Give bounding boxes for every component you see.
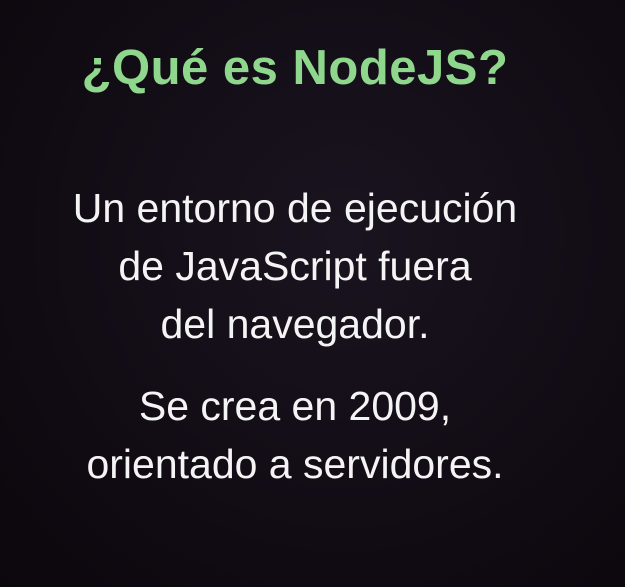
description-line-2: de JavaScript fuera [118, 243, 472, 289]
description-line-3: del navegador. [160, 301, 430, 347]
slide-title: ¿Qué es NodeJS? [81, 41, 509, 95]
history-line-1: Se crea en 2009, [138, 383, 452, 429]
description-paragraph [0, 179, 590, 353]
description-line-1: Un entorno de ejecución [72, 185, 518, 231]
history-line-2: orientado a servidores. [86, 441, 504, 487]
history-paragraph [0, 377, 590, 493]
